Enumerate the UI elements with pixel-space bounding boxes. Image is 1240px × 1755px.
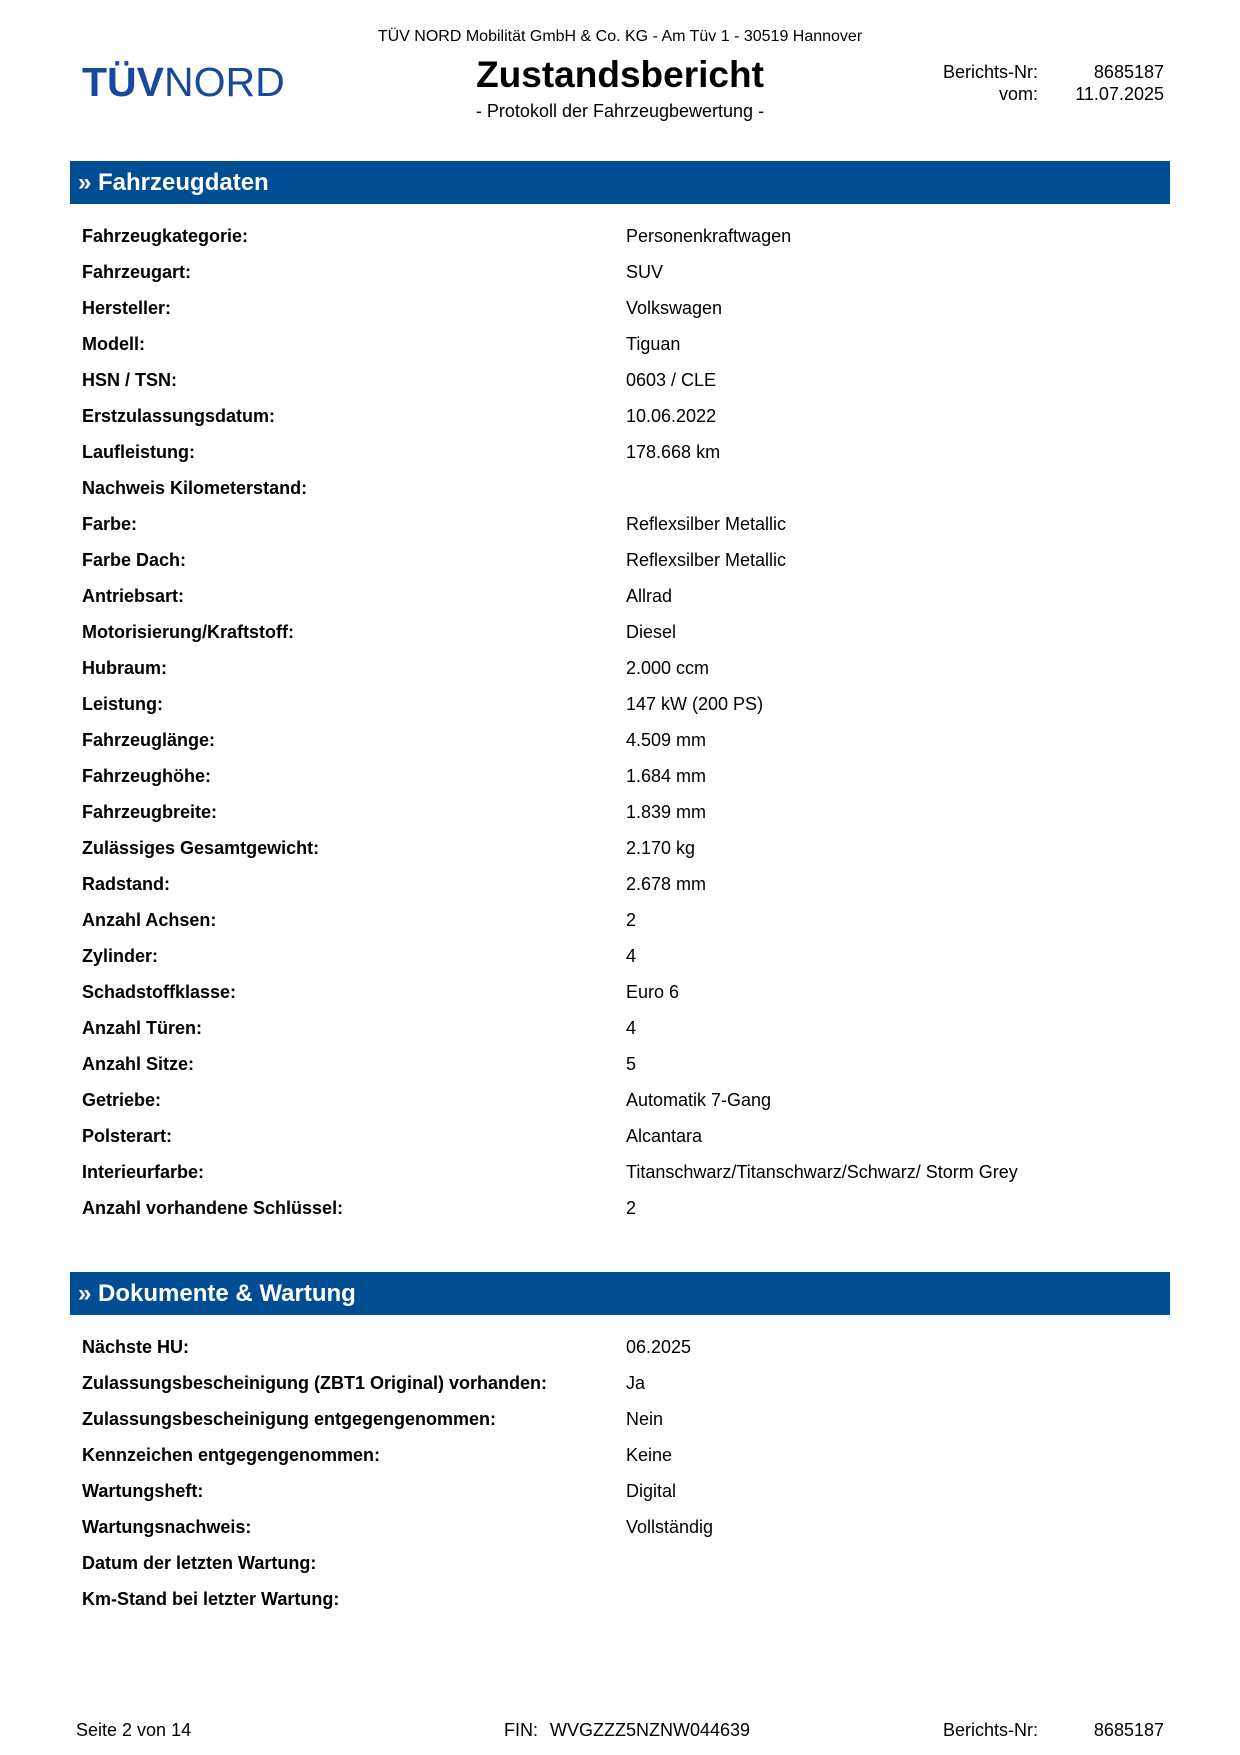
row-label: Fahrzeughöhe:	[82, 765, 211, 786]
row-value: Personenkraftwagen	[626, 225, 792, 246]
row-value: Diesel	[626, 621, 677, 642]
data-row	[82, 1329, 1162, 1365]
data-row	[82, 614, 1162, 650]
row-label: Farbe:	[82, 513, 138, 534]
logo-tuv-text: TÜV	[82, 59, 164, 105]
data-row	[82, 434, 1162, 470]
data-row	[82, 974, 1162, 1010]
row-value: 06.2025	[626, 1336, 692, 1357]
data-row	[82, 1545, 1162, 1581]
row-label: Wartungsheft:	[82, 1480, 204, 1501]
row-value: 0603 / CLE	[626, 369, 717, 390]
row-value: Automatik 7-Gang	[626, 1089, 772, 1110]
data-row	[82, 794, 1162, 830]
data-row	[82, 542, 1162, 578]
data-row	[82, 1437, 1162, 1473]
data-row	[82, 650, 1162, 686]
footer-report-no	[943, 1720, 1164, 1741]
page-title: Zustandsbericht	[476, 54, 764, 95]
data-row	[82, 866, 1162, 902]
data-row	[82, 578, 1162, 614]
row-label: Zulässiges Gesamtgewicht:	[82, 837, 320, 858]
data-row	[82, 938, 1162, 974]
footer-report-no-label: Berichts-Nr:	[942, 1720, 1038, 1740]
data-row	[82, 326, 1162, 362]
row-label: Schadstoffklasse:	[82, 981, 237, 1002]
row-value: 1.684 mm	[626, 765, 707, 786]
row-value: Reflexsilber Metallic	[626, 549, 787, 570]
data-row	[82, 1010, 1162, 1046]
row-label: Kennzeichen entgegengenommen:	[82, 1444, 381, 1465]
data-row	[82, 1190, 1162, 1226]
row-value: Nein	[626, 1408, 664, 1429]
data-row	[82, 254, 1162, 290]
row-value: Allrad	[626, 585, 673, 606]
row-value: 2	[626, 909, 637, 930]
page-subtitle: - Protokoll der Fahrzeugbewertung -	[475, 101, 765, 121]
row-value: 4.509 mm	[626, 729, 707, 750]
row-label: Datum der letzten Wartung:	[82, 1552, 317, 1573]
data-row	[82, 1082, 1162, 1118]
report-no-value: 8685187	[1093, 62, 1164, 82]
data-row	[82, 722, 1162, 758]
row-label: Erstzulassungsdatum:	[82, 405, 276, 426]
row-label: Interieurfarbe:	[82, 1161, 205, 1182]
report-no-label: Berichts-Nr:	[942, 62, 1038, 82]
row-value: 4	[626, 945, 637, 966]
row-value: Digital	[626, 1480, 677, 1501]
report-date-label: vom:	[998, 84, 1038, 104]
row-label: Fahrzeugbreite:	[82, 801, 218, 822]
row-value: Titanschwarz/Titanschwarz/Schwarz/ Storm Grey	[626, 1161, 1018, 1182]
row-value: 4	[626, 1017, 637, 1038]
row-label: Fahrzeugkategorie:	[82, 225, 249, 246]
row-value: Ja	[626, 1372, 646, 1393]
row-label: Antriebsart:	[82, 585, 185, 606]
row-label: Fahrzeugart:	[82, 261, 192, 282]
row-value: Reflexsilber Metallic	[626, 513, 787, 534]
row-label: Hubraum:	[82, 657, 167, 678]
data-row	[82, 1365, 1162, 1401]
documents-data-list	[82, 1329, 1162, 1617]
data-row	[82, 1046, 1162, 1082]
row-label: Laufleistung:	[82, 441, 195, 462]
data-row	[82, 1118, 1162, 1154]
row-label: Zulassungsbescheinigung entgegengenommen:	[82, 1408, 497, 1429]
page-footer	[0, 1720, 1240, 1744]
logo-nord-text: NORD	[164, 59, 285, 105]
row-value: 2.000 ccm	[626, 657, 710, 678]
row-label: Leistung:	[82, 693, 163, 714]
row-label: Anzahl Sitze:	[82, 1053, 195, 1074]
row-value: 2	[626, 1197, 637, 1218]
data-row	[82, 1473, 1162, 1509]
row-value: Alcantara	[626, 1125, 703, 1146]
data-row	[82, 830, 1162, 866]
report-meta	[943, 62, 1164, 105]
data-row	[82, 398, 1162, 434]
fin-value: WVGZZZ5NZNW044639	[550, 1720, 751, 1740]
vehicle-data-list	[82, 218, 1162, 1226]
row-value: 2.678 mm	[626, 873, 707, 894]
row-label: Wartungsnachweis:	[82, 1516, 252, 1537]
report-date-value: 11.07.2025	[1075, 84, 1164, 104]
row-label: Anzahl Türen:	[82, 1017, 202, 1038]
page-number: Seite 2 von 14	[76, 1720, 192, 1740]
data-row	[82, 1401, 1162, 1437]
row-label: Modell:	[82, 333, 145, 354]
data-row	[82, 902, 1162, 938]
row-label: Farbe Dach:	[82, 549, 187, 570]
row-label: Km-Stand bei letzter Wartung:	[82, 1588, 340, 1609]
data-row	[82, 506, 1162, 542]
row-label: Fahrzeuglänge:	[82, 729, 216, 750]
row-value: Keine	[626, 1444, 673, 1465]
row-value: 147 kW (200 PS)	[626, 693, 764, 714]
footer-report-no-value: 8685187	[1093, 1720, 1164, 1740]
data-row	[82, 758, 1162, 794]
row-value: Volkswagen	[626, 297, 723, 318]
fin-label: FIN:	[504, 1720, 538, 1740]
data-row	[82, 290, 1162, 326]
row-label: Motorisierung/Kraftstoff:	[82, 621, 294, 642]
fin-field	[504, 1720, 750, 1741]
data-row	[82, 470, 1162, 506]
data-row	[82, 1509, 1162, 1545]
row-label: Zulassungsbescheinigung (ZBT1 Original) vorhanden:	[82, 1372, 548, 1393]
data-row	[82, 362, 1162, 398]
row-label: Getriebe:	[82, 1089, 162, 1110]
data-row	[82, 1154, 1162, 1190]
row-value: Vollständig	[626, 1516, 714, 1537]
row-label: Hersteller:	[82, 297, 172, 318]
row-value: 2.170 kg	[626, 837, 696, 858]
row-label: Radstand:	[82, 873, 171, 894]
row-value: Tiguan	[626, 333, 681, 354]
row-value: Euro 6	[626, 981, 680, 1002]
row-value: 10.06.2022	[626, 405, 717, 426]
section-header-documents: » Dokumente & Wartung	[70, 1272, 1170, 1315]
section-header-vehicle: » Fahrzeugdaten	[70, 161, 1170, 204]
row-value: 1.839 mm	[626, 801, 707, 822]
row-label: Zylinder:	[82, 945, 159, 966]
row-label: Polsterart:	[82, 1125, 173, 1146]
row-label: Nachweis Kilometerstand:	[82, 477, 308, 498]
data-row	[82, 1581, 1162, 1617]
row-label: Nächste HU:	[82, 1336, 190, 1357]
row-label: Anzahl Achsen:	[82, 909, 217, 930]
company-address: TÜV NORD Mobilität GmbH & Co. KG - Am Tüv 1 - 30519 Hannover	[377, 28, 863, 45]
row-label: Anzahl vorhandene Schlüssel:	[82, 1197, 344, 1218]
row-value: 178.668 km	[626, 441, 721, 462]
row-value: 5	[626, 1053, 637, 1074]
data-row	[82, 218, 1162, 254]
data-row	[82, 686, 1162, 722]
row-label: HSN / TSN:	[82, 369, 178, 390]
row-value: SUV	[626, 261, 664, 282]
